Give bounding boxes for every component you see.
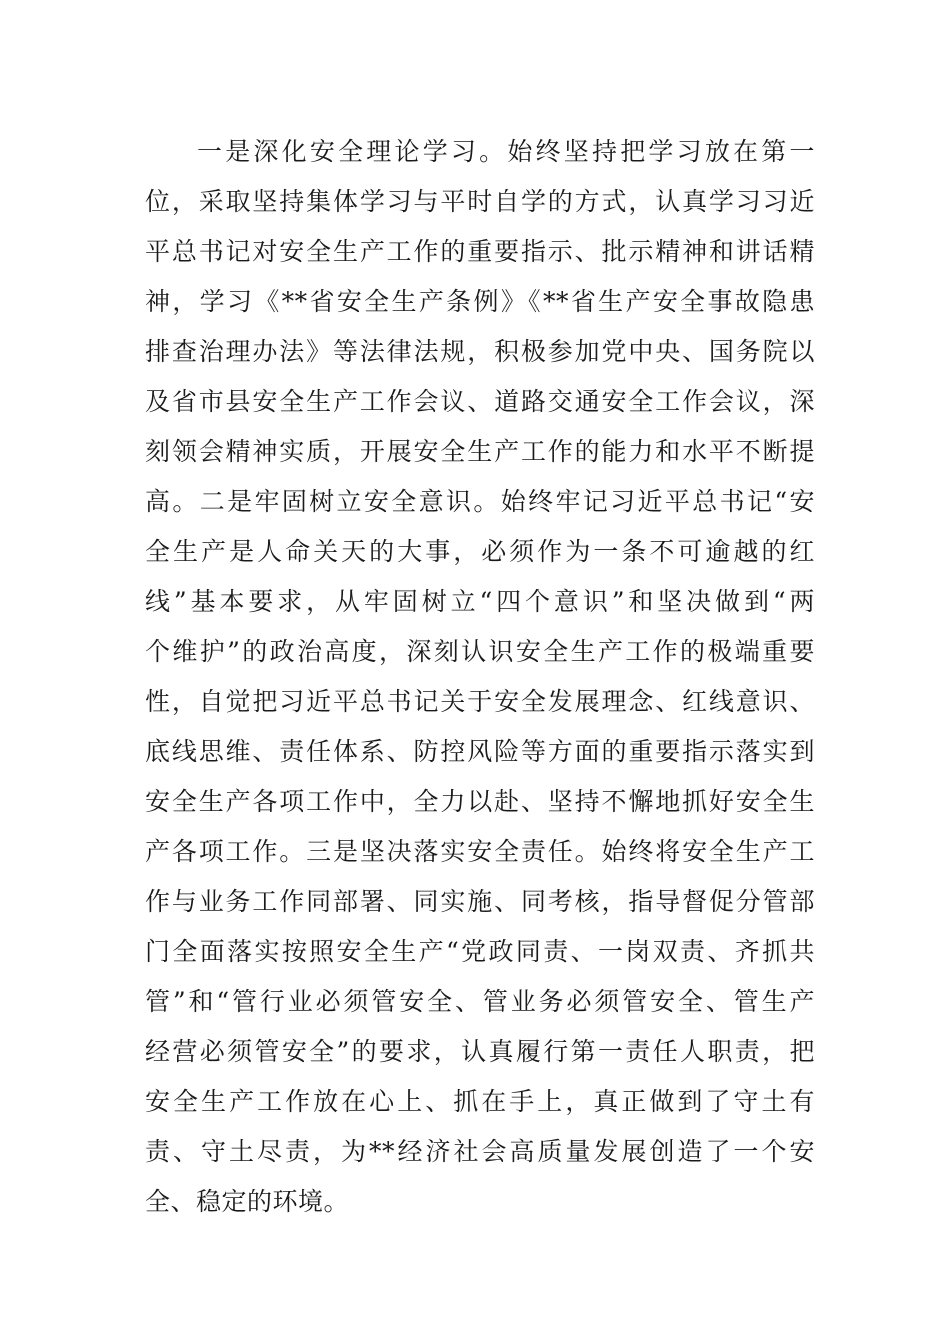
- paragraph-line: 及省市县安全生产工作会议、道路交通安全工作会议，深: [145, 387, 815, 416]
- paragraph-line: 平总书记对安全生产工作的重要指示、批示精神和讲话精: [145, 237, 815, 266]
- paragraph-line: 排查治理办法》等法律法规，积极参加党中央、国务院以: [145, 337, 815, 366]
- paragraph-line: 产各项工作。三是坚决落实安全责任。始终将安全生产工: [145, 837, 815, 866]
- paragraph-line: 高。二是牢固树立安全意识。始终牢记习近平总书记“安: [145, 487, 815, 516]
- paragraph-line: 作与业务工作同部署、同实施、同考核，指导督促分管部: [145, 887, 815, 916]
- paragraph-line: 底线思维、责任体系、防控风险等方面的重要指示落实到: [145, 737, 815, 766]
- paragraph-line: 性，自觉把习近平总书记关于安全发展理念、红线意识、: [145, 687, 815, 716]
- body-paragraph: [145, 127, 815, 1227]
- paragraph-line: 神，学习《**省安全生产条例》《**省生产安全事故隐患: [145, 287, 815, 316]
- paragraph-line: 安全生产各项工作中，全力以赴、坚持不懈地抓好安全生: [145, 787, 815, 816]
- paragraph-line: 位，采取坚持集体学习与平时自学的方式，认真学习习近: [145, 187, 815, 216]
- paragraph-line: 管”和“管行业必须管安全、管业务必须管安全、管生产: [145, 987, 815, 1016]
- paragraph-line: 安全生产工作放在心上、抓在手上，真正做到了守土有: [145, 1087, 815, 1116]
- paragraph-line: 个维护”的政治高度，深刻认识安全生产工作的极端重要: [145, 637, 815, 666]
- paragraph-line: 门全面落实按照安全生产“党政同责、一岗双责、齐抓共: [145, 937, 815, 966]
- paragraph-line: 刻领会精神实质，开展安全生产工作的能力和水平不断提: [145, 437, 815, 466]
- paragraph-line: 线”基本要求，从牢固树立“四个意识”和坚决做到“两: [145, 587, 815, 616]
- paragraph-line: 一是深化安全理论学习。始终坚持把学习放在第一: [197, 137, 815, 166]
- paragraph-line: 全生产是人命关天的大事，必须作为一条不可逾越的红: [145, 537, 815, 566]
- paragraph-line: 责、守土尽责，为**经济社会高质量发展创造了一个安: [145, 1137, 815, 1166]
- paragraph-line: 全、稳定的环境。: [145, 1187, 350, 1216]
- paragraph-line: 经营必须管安全”的要求，认真履行第一责任人职责，把: [145, 1037, 815, 1066]
